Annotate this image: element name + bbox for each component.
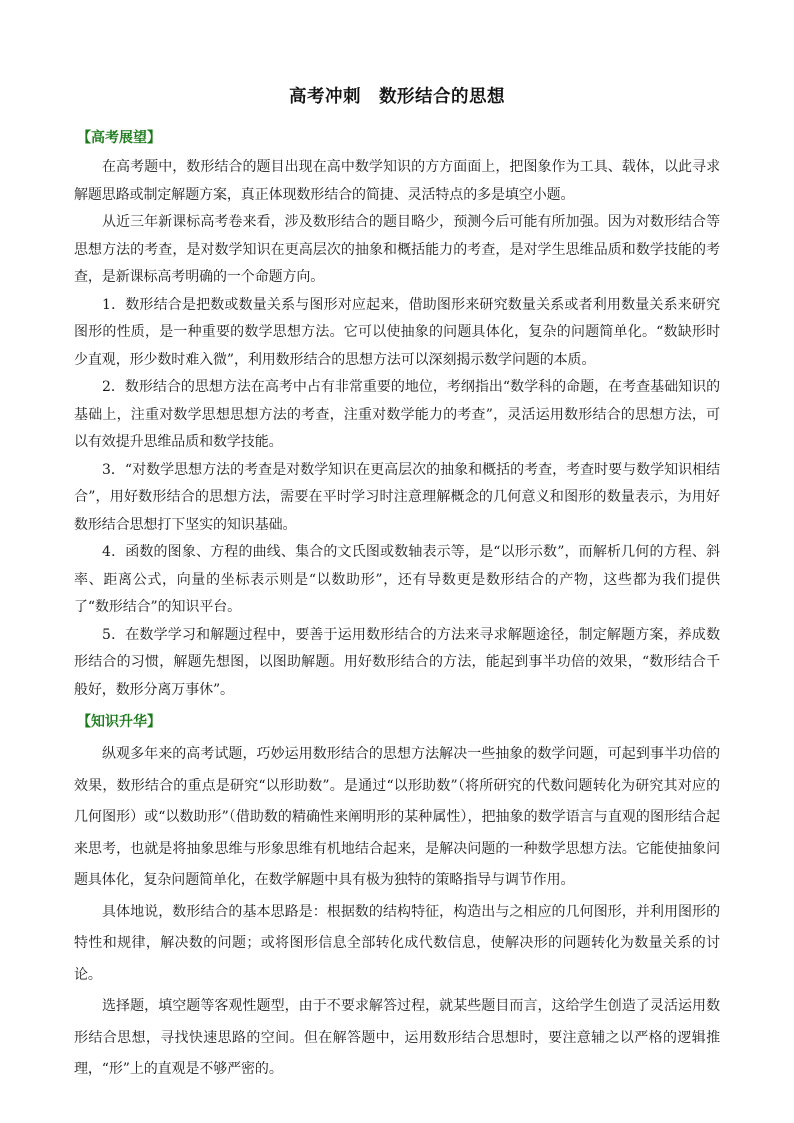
- paragraph: 1．数形结合是把数或数量关系与图形对应起来，借助图形来研究数量关系或者利用数量关系来研究图形的性质，是一种重要的数学思想方法。它可以使抽象的问题具体化，复杂的问题简单化。“数缺形时少直观，形少数时难入微”，利用数形结合的思想方法可以深刻揭示数学问题的本质。: [74, 296, 720, 368]
- paragraph: 5．在数学学习和解题过程中，要善于运用数形结合的方法来寻求解题途径，制定解题方案，养成数形结合的习惯，解题先想图，以图助解题。用好数形结合的方法，能起到事半功倍的效果，“数形结合千般好，数形分离万事休”。: [74, 626, 720, 698]
- paragraph: 在高考题中，数形结合的题目出现在高中数学知识的方方面面上，把图象作为工具、载体，以此寻求解题思路或制定解题方案，真正体现数形结合的简捷、灵活特点的多是填空小题。: [74, 159, 720, 203]
- paragraph: 4．函数的图象、方程的曲线、集合的文氏图或数轴表示等，是“以形示数”，而解析几何的方程、斜率、距离公式，向量的坐标表示则是“以数助形”，还有导数更是数形结合的产物，这些都为我们提供了“数形结合”的知识平台。: [74, 544, 720, 615]
- paragraph: 3．“对数学思想方法的考查是对数学知识在更高层次的抽象和概括的考查，考查时要与数学知识相结合”，用好数形结合的思想方法，需要在平时学习时注意理解概念的几何意义和图形的数量表示，为用好数形结合思想打下坚实的知识基础。: [74, 461, 720, 533]
- section-outlook: [74, 125, 720, 704]
- paragraph: 纵观多年来的高考试题，巧妙运用数形结合的思想方法解决一些抽象的数学问题，可起到事半功倍的效果，数形结合的重点是研究“以形助数”。是通过“以形助数”（将所研究的代数问题转化为研究其对应的几何图形）或“以数助形”（借助数的精确性来阐明形的某种属性），把抽象的数学语言与直观的图形结合起来思考，也就是将抽象思维与形象思维有机地结合起来，是解决问题的一种数学思想方法。它能使抽象问题具体化，复杂问题简单化，在数学解题中具有极为独特的策略指导与调节作用。: [74, 746, 720, 888]
- paragraph: 从近三年新课标高考卷来看，涉及数形结合的题目略少，预测今后可能有所加强。因为对数形结合等思想方法的考查，是对数学知识在更高层次的抽象和概括能力的考查，是对学生思维品质和数学技能的考查，是新课标高考明确的一个命题方向。: [74, 214, 720, 285]
- section-heading: 【知识升华】: [77, 714, 161, 730]
- page-title: 高考冲刺 数形结合的思想: [289, 87, 505, 107]
- section-knowledge: [74, 709, 720, 1086]
- paragraph: 2．数形结合的思想方法在高考中占有非常重要的地位，考纲指出“数学科的命题，在考查基础知识的基础上，注重对数学思想思想方法的考查，注重对数学能力的考查”，灵活运用数形结合的思想方法，可以有效提升思维品质和数学技能。: [74, 379, 720, 450]
- section-heading: 【高考展望】: [77, 130, 161, 146]
- paragraph: 选择题，填空题等客观性题型，由于不要求解答过程，就某些题目而言，这给学生创造了灵活运用数形结合思想，寻找快速思路的空间。但在解答题中，运用数形结合思想时，要注意辅之以严格的逻辑推理，“形”上的直观是不够严密的。: [74, 998, 720, 1077]
- paragraph: 具体地说，数形结合的基本思路是：根据数的结构特征，构造出与之相应的几何图形，并利用图形的特性和规律，解决数的问题；或将图形信息全部转化成代数信息，使解决形的问题转化为数量关系的讨论。: [74, 903, 720, 983]
